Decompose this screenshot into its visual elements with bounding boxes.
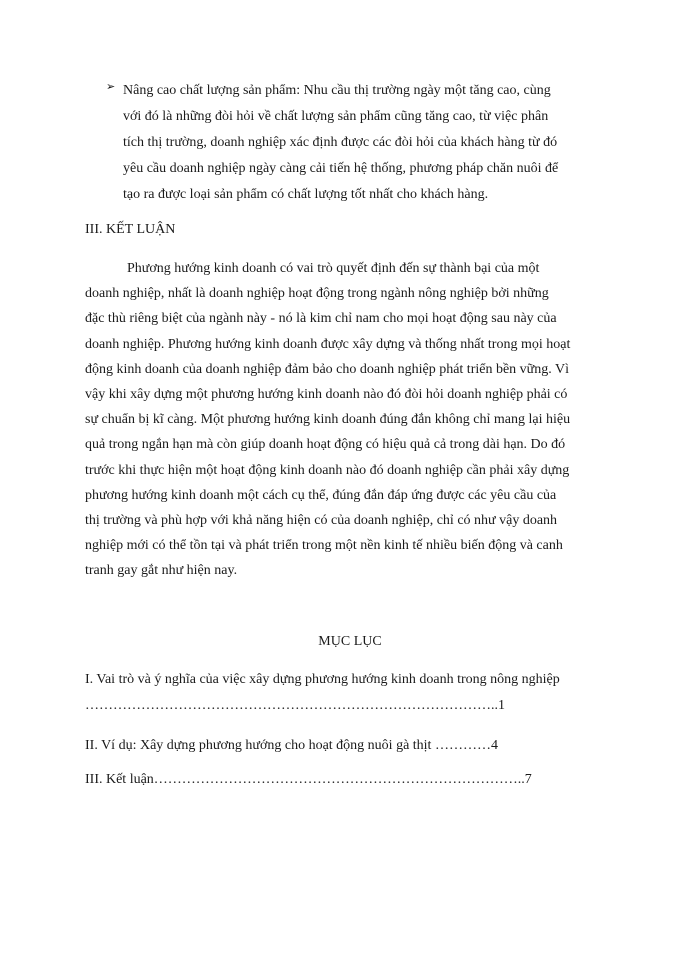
paragraph-line: doanh nghiệp, nhất là doanh nghiệp hoạt động trong ngành nông nghiệp bởi những	[85, 286, 549, 302]
paragraph-line: đặc thù riêng biệt của ngành này - nó là kim chỉ nam cho mọi hoạt động sau này của	[85, 311, 557, 327]
paragraph-line: quả trong ngắn hạn mà còn giúp doanh hoạt động có hiệu quả cả trong dài hạn. Do đó	[85, 437, 566, 453]
paragraph-line: thị trường và phù hợp với khả năng hiện có của doanh nghiệp, chỉ có như vậy doanh	[85, 513, 558, 529]
bullet-line: Nâng cao chất lượng sản phẩm: Nhu cầu thị trường ngày một tăng cao, cùng	[123, 83, 551, 98]
toc-entry-1[interactable]: I. Vai trò và ý nghĩa của việc xây dựng phương hướng kinh doanh trong nông nghiệp	[85, 672, 560, 687]
bullet-line: yêu cầu doanh nghiệp ngày càng cải tiến hệ thống, phương pháp chăn nuôi để	[123, 161, 559, 176]
conclusion-paragraph	[85, 256, 625, 584]
arrowhead-bullet-icon: ➢	[106, 80, 116, 93]
paragraph-line: động kinh doanh của doanh nghiệp đảm bảo cho doanh nghiệp phát triển bền vững. Vì	[85, 361, 570, 377]
bullet-line: tích thị trường, doanh nghiệp xác định được các đòi hỏi của khách hàng từ đó	[123, 135, 558, 150]
bullet-paragraph	[123, 78, 623, 208]
paragraph-line: tranh gay gắt như hiện nay.	[85, 563, 238, 579]
paragraph-line: doanh nghiệp. Phương hướng kinh doanh được xây dựng và thống nhất trong mọi hoạt	[85, 336, 571, 352]
paragraph-line: nghiệp mới có thể tồn tại và phát triển trong một nền kinh tế nhiều biến động và canh	[85, 538, 563, 554]
toc-title: MỤC LỤC	[318, 634, 382, 649]
paragraph-line: vậy khi xây dựng một phương hướng kinh doanh nào đó đòi hỏi doanh nghiệp phải có	[85, 387, 568, 403]
paragraph-line: trước khi thực hiện một hoạt động kinh doanh nào đó doanh nghiệp cần phải xây dựng	[85, 462, 570, 478]
bullet-line: tạo ra được loại sản phẩm có chất lượng tốt nhất cho khách hàng.	[123, 187, 489, 202]
paragraph-line: Phương hướng kinh doanh có vai trò quyết định đến sự thành bại của một	[127, 261, 540, 276]
paragraph-line: phương hướng kinh doanh một cách cụ thể, đúng đắn đáp ứng được các yêu cầu của	[85, 487, 557, 503]
toc-entry-1-leader[interactable]: ……………………………………………………………………………..1	[85, 698, 505, 713]
paragraph-line: sự chuẩn bị kĩ càng. Một phương hướng kinh doanh đúng đắn không chỉ mang lại hiệu	[85, 412, 571, 428]
toc-entry-3[interactable]: III. Kết luận……………………………………………………………………..7	[85, 772, 532, 787]
section-heading: III. KẾT LUẬN	[85, 222, 176, 237]
toc-entry-2[interactable]: II. Ví dụ: Xây dựng phương hướng cho hoạt động nuôi gà thịt …………4	[85, 738, 498, 753]
bullet-line: với đó là những đòi hỏi về chất lượng sản phẩm cũng tăng cao, từ việc phân	[123, 109, 549, 124]
